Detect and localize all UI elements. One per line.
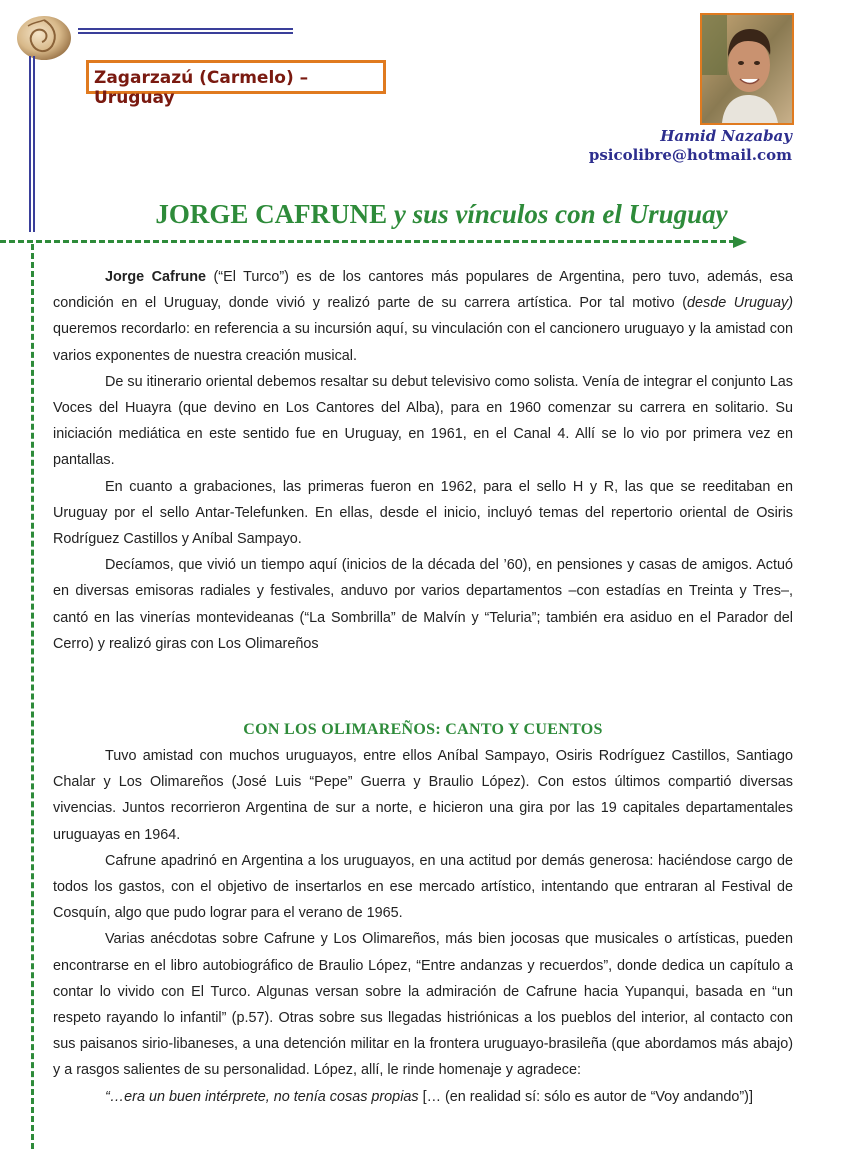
quote-italic: “…era un buen intérprete, no tenía cosas propias (105, 1088, 419, 1105)
paragraph-italic: desde Uruguay) (687, 295, 793, 312)
arrow-right-icon (733, 236, 747, 248)
paragraph: De su itinerario oriental debemos resaltar su debut televisivo como solista. Venía de integrar el conjunto Las Voces del Huayra (que devino en Los Cantores del Alba), para en 1960 comenzar su carrera en solitario. Su iniciación mediática en este sentido fue en Uruguay, en 1961, en el Canal 4. Allí se lo vio por primera vez en pantallas. (53, 373, 793, 469)
title-rest: y sus vínculos con el Uruguay (393, 199, 728, 229)
paragraph: En cuanto a grabaciones, las primeras fueron en 1962, para el sello H y R, las que se reeditaban en Uruguay por el sello Antar-Telefunken. En ellas, desde el inicio, incluyó temas del repertorio oriental de Osiris Rodríguez Castillos y Aníbal Sampayo. (53, 478, 793, 548)
article-body (53, 264, 793, 1110)
shell-logo-icon (14, 12, 74, 62)
bold-name: Jorge Cafrune (105, 269, 207, 285)
margin-dashed-rule (31, 244, 34, 1149)
author-email[interactable]: psicolibre@hotmail.com (588, 146, 792, 164)
title-dashed-rule (0, 240, 735, 243)
author-photo (700, 13, 794, 125)
title-main: JORGE CAFRUNE (155, 199, 388, 229)
quote-text: [… (en realidad sí: sólo es autor de “Voy andando”)] (418, 1088, 753, 1105)
paragraph: Cafrune apadrinó en Argentina a los uruguayos, en una actitud por demás generosa: haciéndose cargo de todos los gastos, con el objetivo de insertarlos en ese mercado artístico, intentando que entraran al Festival de Cosquín, algo que pudo lograr para el verano de 1965. (53, 852, 793, 922)
paragraph-text: queremos recordarlo: en referencia a su incursión aquí, su vinculación con el cancionero uruguayo y la amistad con varios exponentes de nuestra creación musical. (53, 321, 793, 364)
quote-paragraph (53, 1084, 793, 1110)
paragraph: Decíamos, que vivió un tiempo aquí (inicios de la década del ’60), en pensiones y casas de amigos. Actuó en diversas emisoras radiales y festivales, anduvo por varios departamentos –con estadías en Treinta y Tres–, cantó en las vinerías montevideanas (“La Sombrilla” de Malvín y “Teluria”; también era asiduo en el Parador del Cerro) y realizó giras con Los Olimareños (53, 557, 793, 652)
author-block (589, 127, 792, 165)
paragraph-text: (“El Turco”) es de los cantores más populares de Argentina, pero tuvo, además, esa condición en el Uruguay, donde vivió y realizó parte de su carrera artística. Por tal motivo ( (53, 269, 794, 312)
paragraph: Tuvo amistad con muchos uruguayos, entre ellos Aníbal Sampayo, Osiris Rodríguez Castillos, Santiago Chalar y Los Olimareños (José Luis “Pepe” Guerra y Braulio López). Con estos últimos compartió diversas vivencias. Juntos recorrieron Argentina de sur a norte, e hicieron una gira por las 19 capitales departamentales uruguayas en 1964. (53, 748, 793, 843)
location-label: Zagarzazú (Carmelo) – Uruguay (86, 60, 386, 94)
author-name: Hamid Nazabay (660, 127, 792, 145)
paragraph (53, 264, 793, 369)
section-heading: CON LOS OLIMAREÑOS: CANTO Y CUENTOS (243, 721, 603, 739)
article-title (0, 199, 843, 230)
header-top-rule (78, 28, 293, 34)
paragraph: Varias anécdotas sobre Cafrune y Los Olimareños, más bien jocosas que musicales o artísticas, pueden encontrarse en el libro autobiográfico de Braulio López, “Entre andanzas y recuerdos”, donde dedica un capítulo a contar lo vivido con El Turco. Algunas versan sobre la admiración de Cafrune hacia Yupanqui, basada en “un respeto rayando lo infantil” (p.57). Otras sobre sus llegadas histriónicas a los pueblos del interior, al contacto con sus paisanos sirio-libaneses, a una detención militar en la frontera uruguayo-brasileña (que abordamos más abajo) y a rasgos salientes de su personalidad. López, allí, le rinde homenaje y agradece: (53, 931, 793, 1079)
